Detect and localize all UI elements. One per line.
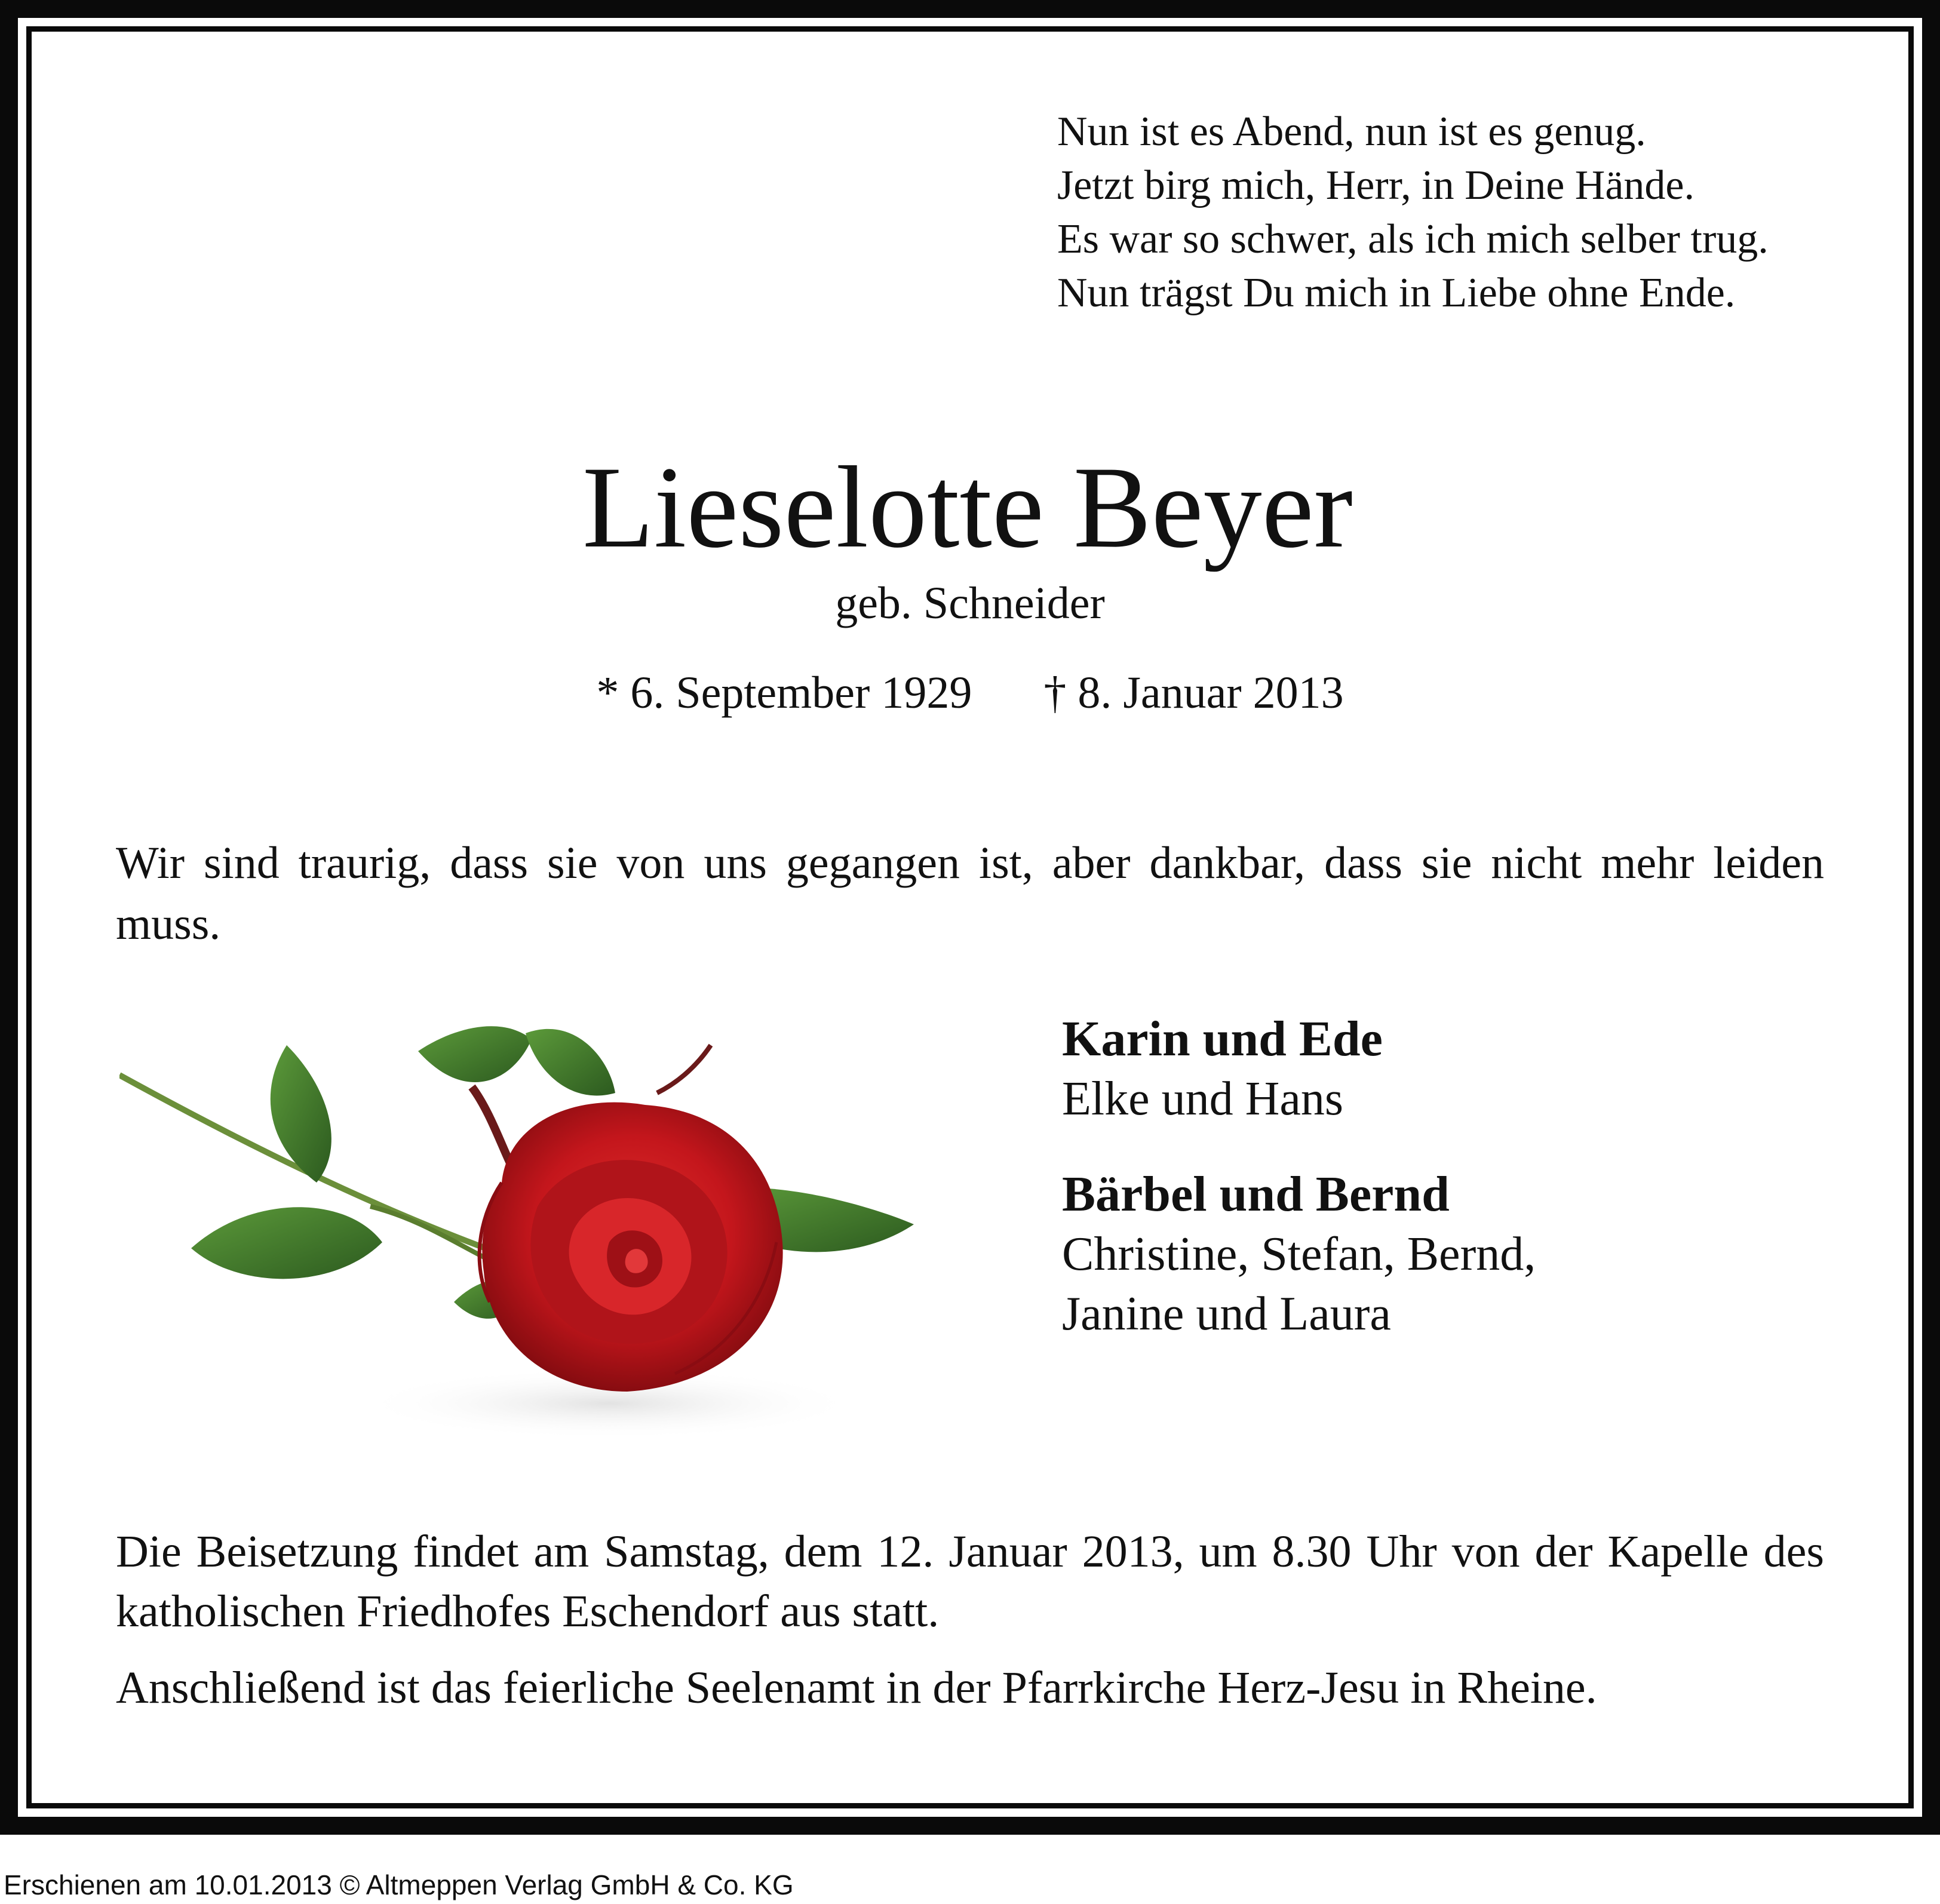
poem — [1057, 105, 1893, 320]
deceased-name-block — [0, 442, 1940, 573]
publication-footer: Erschienen am 10.01.2013 © Altmeppen Verlag GmbH & Co. KG — [4, 1869, 794, 1900]
death-date: † 8. Januar 2013 — [1043, 668, 1344, 718]
family-head: Bärbel und Bernd — [1062, 1166, 1450, 1222]
mourning-message: Wir sind traurig, dass sie von uns gegangen ist, aber dankbar, dass sie nicht mehr leiden muss. — [116, 838, 1824, 949]
birth-date: * 6. September 1929 — [596, 668, 972, 718]
red-rose-image — [119, 991, 956, 1457]
leaf — [526, 1029, 615, 1096]
family-group — [1062, 1009, 1838, 1129]
family-head: Karin und Ede — [1062, 1011, 1383, 1067]
family-members: Elke und Hans — [1062, 1073, 1344, 1125]
life-dates — [0, 663, 1940, 723]
burial-notice: Die Beisetzung findet am Samstag, dem 12. Januar 2013, um 8.30 Uhr von der Kapelle des katholischen Friedhofes Eschendorf aus statt. — [116, 1527, 1824, 1636]
deceased-name: Lieselotte Beyer — [582, 443, 1353, 572]
leaf — [418, 1026, 532, 1082]
family-group — [1062, 1165, 1838, 1344]
requiem-notice: Anschließend ist das feierliche Seelenamt in der Pfarrkirche Herz-Jesu in Rheine. — [116, 1663, 1597, 1713]
poem-line: Jetzt birg mich, Herr, in Deine Hände. — [1057, 162, 1695, 208]
poem-line: Nun ist es Abend, nun ist es genug. — [1057, 109, 1646, 155]
leaf — [271, 1045, 331, 1183]
family-list — [1062, 1009, 1838, 1380]
family-members: Janine und Laura — [1062, 1288, 1391, 1340]
maiden-name: geb. Schneider — [835, 578, 1105, 628]
poem-line: Es war so schwer, als ich mich selber trug. — [1057, 216, 1769, 262]
leaf — [191, 1207, 382, 1279]
family-members: Christine, Stefan, Bernd, — [1062, 1228, 1536, 1280]
poem-line: Nun trägst Du mich in Liebe ohne Ende. — [1057, 270, 1736, 316]
